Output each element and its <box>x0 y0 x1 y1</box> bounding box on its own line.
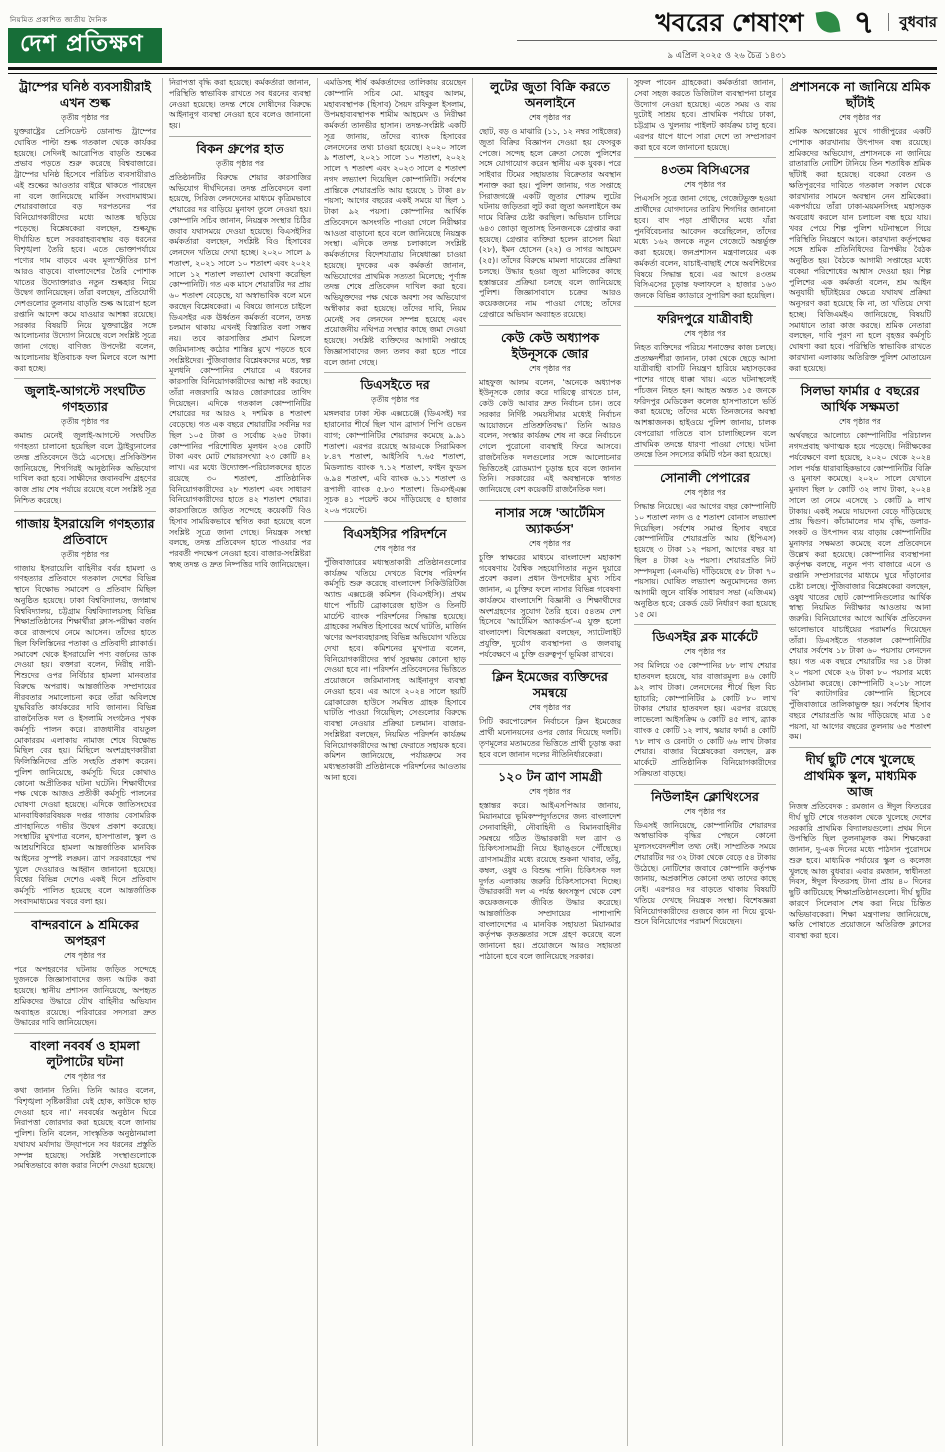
article <box>634 624 776 779</box>
article <box>324 372 466 517</box>
article-headline: বিএসইসির পরিদর্শনে <box>343 525 447 541</box>
article-continuation <box>169 78 311 132</box>
article <box>324 521 466 784</box>
article-body: কমান্ড মেনেই জুলাই-আগস্টে সংঘটিত গণহত্যা চালানো হয়েছিল বলে ট্রাইব্যুনালের তদন্ত প্রতিবেদনে উঠে এসেছে। প্রসিকিউশন জানিয়েছে, শিগগিরই আনুষ্ঠানিক অভিযোগ দাখিল করা হবে। সাক্ষীদের জবানবন্দি গ্রহণের কাজ প্রায় শেষ পর্যায়ে রয়েছে বলে সংশ্লিষ্ট সূত্র নিশ্চিত করেছে। <box>14 431 156 505</box>
article <box>634 157 776 302</box>
masthead-logo: দেশ প্রতিক্ষণ <box>8 28 162 63</box>
article-headline: ডিএসইতে দর <box>360 377 430 393</box>
page-number: ৭ <box>853 3 875 41</box>
continued-from-note: শেষ পৃষ্ঠার পর <box>529 787 571 797</box>
article-body: সব মিলিয়ে ৩৫ কোম্পানির ৮৮ লাখ শেয়ার হাতবদল হয়েছে, যার বাজারমূল্য ৪৬ কোটি ৯২ লাখ টাকা। লেনদেনের শীর্ষে ছিল বিচ হ্যাচারি; কোম্পানিটির ৯ কোটি ৮০ লাখ টাকার শেয়ার হাতবদল হয়। এরপর রয়েছে লাভেলো আইসক্রিম ৬ কোটি ৪৫ লাখ, ব্র্যাক ব্যাংক ৫ কোটি ১২ লাখ, স্কয়ার ফার্মা ৪ কোটি ৭৮ লাখ ও রেনাটা ৩ কোটি ৬৬ লাখ টাকার শেয়ার। বাজার বিশ্লেষকেরা বলছেন, ব্লক মার্কেটে প্রাতিষ্ঠানিক বিনিয়োগকারীদের সক্রিয়তা বাড়ছে। <box>634 661 776 778</box>
article-body: নিজস্ব প্রতিবেদক : রমজান ও ঈদুল ফিতরের দীর্ঘ ছুটি শেষে গতকাল থেকে খুলেছে দেশের সরকারি প্রাথমিক বিদ্যালয়গুলো। প্রথম দিনে উপস্থিতি ছিল তুলনামূলক কম। শিক্ষকেরা জানান, দু-এক দিনের মধ্যে পাঠদান পুরোদমে শুরু হবে। মাধ্যমিক পর্যায়ের স্কুল ও কলেজ খুলছে আজ বুধবার। এবার রমজান, স্বাধীনতা দিবস, ঈদুল ফিতরসহ টানা প্রায় ৪০ দিনের ছুটি কাটিয়েছে শিক্ষাপ্রতিষ্ঠানগুলো। দীর্ঘ ছুটির কারণে সিলেবাস শেষ করা নিয়ে চিন্তিত অভিভাবকেরা। শিক্ষা মন্ত্রণালয় জানিয়েছে, ক্ষতি পোষাতে প্রয়োজনে অতিরিক্ত ক্লাসের ব্যবস্থা করা হবে। <box>789 802 931 940</box>
article-headline: কেউ কেউ অধ্যাপক ইউনূসকে জোর <box>500 329 600 361</box>
article-body: ছোট, বড় ও মাঝারি (১১, ১২ নম্বর সাইজের) জুতা বিক্রির বিজ্ঞাপন দেওয়া হয় ফেসবুক পেজে। সন্দেহ হলে ক্রেতা সেজে পুলিশের সঙ্গে যোগাযোগ করেন স্থানীয় এক যুবক। পরে সাইবার টিমের সহায়তায় বিক্রেতার অবস্থান শনাক্ত করা হয়। পুলিশ জানায়, গত সপ্তাহে সিরাজগঞ্জে একটি জুতার শোরুম লুটের ঘটনায় জড়িতরা লুট করা জুতা অনলাইনে কম দামে বিক্রির চেষ্টা করছিল। অভিযান চালিয়ে ৬৪৩ জোড়া জুতাসহ তিনজনকে গ্রেপ্তার করা হয়েছে। গ্রেপ্তার ব্যক্তিরা হলেন রাসেল মিয়া (২৮), ইমন হোসেন (২২) ও সাগর আহমেদ (২৫)। তাঁদের বিরুদ্ধে মামলা দায়েরের প্রক্রিয়া চলছে। উদ্ধার হওয়া জুতা মালিকের কাছে হস্তান্তরের প্রক্রিয়া চলছে বলে জানিয়েছে পুলিশ। জিজ্ঞাসাবাদে চক্রের আরও কয়েকজনের নাম পাওয়া গেছে; তাঁদের গ্রেপ্তারে অভিযান অব্যাহত রয়েছে। <box>479 127 621 319</box>
article-body: প্রতিষ্ঠানটির বিরুদ্ধে শেয়ার কারসাজির অভিযোগ দীর্ঘদিনের। তদন্ত প্রতিবেদনে বলা হয়েছে, সিরিজ লেনদেনের মাধ্যমে কৃত্রিমভাবে শেয়ারের দর বাড়িয়ে মুনাফা তুলে নেওয়া হয়। কোম্পানি সচিব জানান, নিয়ন্ত্রক সংস্থার চিঠির জবাব যথাসময়ে দেওয়া হয়েছে। বিএসইসির কর্মকর্তারা বলছেন, সংশ্লিষ্ট বিও হিসাবের লেনদেন খতিয়ে দেখা হচ্ছে। ২০২০ সালে ৯ শতাংশ, ২০২১ সালে ১০ শতাংশ এবং ২০২২ সালে ১২ শতাংশ লভ্যাংশ ঘোষণা করেছিল কোম্পানিটি। গত এক মাসে শেয়ারটির দর প্রায় ৬০ শতাংশ বেড়েছে, যা অস্বাভাবিক বলে মনে করছেন বিশ্লেষকেরা। এ বিষয়ে জানতে চাইলে ডিএসইর এক ঊর্ধ্বতন কর্মকর্তা বলেন, তদন্ত চলমান থাকায় এখনই বিস্তারিত বলা সম্ভব নয়। তবে কারসাজির প্রমাণ মিললে জরিমানাসহ কঠোর শাস্তির মুখে পড়তে হবে সংশ্লিষ্টদের। পুঁজিবাজার বিশ্লেষকদের মতে, স্বল্প মূলধনি কোম্পানির শেয়ারে এ ধরনের কারসাজি বিনিয়োগকারীদের আস্থা নষ্ট করছে। তাঁরা নজরদারি আরও জোরদারের তাগিদ দিয়েছেন। এদিকে গতকাল কোম্পানিটির শেয়ারের দর আরও ২ দশমিক ৪ শতাংশ বেড়েছে। গত এক বছরে শেয়ারটির সর্বনিম্ন দর ছিল ১০৫ টাকা ও সর্বোচ্চ ২৬৫ টাকা। কোম্পানির পরিশোধিত মূলধন ২৩৪ কোটি টাকা এবং মোট শেয়ারসংখ্যা ২৩ কোটি ৪২ লাখ। এর মধ্যে উদ্যোক্তা-পরিচালকদের হাতে রয়েছে ৩০ শতাংশ, প্রাতিষ্ঠানিক বিনিয়োগকারীদের ২৮ শতাংশ এবং সাধারণ বিনিয়োগকারীদের হাতে ৪২ শতাংশ শেয়ার। কারসাজিতে জড়িত সন্দেহে কয়েকটি বিও হিসাব সাময়িকভাবে স্থগিত করা হয়েছে বলে সংশ্লিষ্ট সূত্রে জানা গেছে। নিয়ন্ত্রক সংস্থা বলছে, তদন্ত প্রতিবেদন হাতে পাওয়ার পর পরবর্তী পদক্ষেপ নেওয়া হবে। বাজার-সংশ্লিষ্টরা স্বচ্ছ তদন্ত ও দ্রুত নিষ্পত্তির দাবি জানিয়েছেন। <box>169 172 311 569</box>
continued-from-note: শেষ পৃষ্ঠার পর <box>839 113 881 122</box>
continued-from-note: শেষ পৃষ্ঠার পর <box>684 328 726 338</box>
masthead-block <box>8 14 162 63</box>
continued-from-note: তৃতীয় পৃষ্ঠার পর <box>60 417 110 427</box>
continued-from-note: শেষ পৃষ্ঠার পর <box>529 363 571 373</box>
date-wrap <box>517 40 937 63</box>
article-body: হস্তান্তর করে। আইএসপিআর জানায়, মিয়ানমারে ভূমিকম্পদুর্গতদের জন্য বাংলাদেশ সেনাবাহিনী, নৌবাহিনী ও বিমানবাহিনীর সমন্বয়ে গঠিত উদ্ধারকারী দল ত্রাণ ও চিকিৎসাসামগ্রী নিয়ে ইয়াঙ্গুনে পৌঁছেছে। ত্রাণসামগ্রীর মধ্যে রয়েছে শুকনা খাবার, তাঁবু, কম্বল, ওষুধ ও বিশুদ্ধ পানি। চিকিৎসক দল দুর্গত এলাকায় জরুরি চিকিৎসাসেবা দিচ্ছে। উদ্ধারকারী দল এ পর্যন্ত ধ্বংসস্তূপ থেকে বেশ কয়েকজনকে জীবিত উদ্ধার করেছে। আন্তর্জাতিক সম্প্রদায়ের পাশাপাশি বাংলাদেশের এ মানবিক সহায়তা মিয়ানমার কর্তৃপক্ষ কৃতজ্ঞতার সঙ্গে গ্রহণ করেছে বলে জানানো হয়। প্রয়োজনে আরও সহায়তা পাঠানো হবে বলে জানিয়েছে সরকার। <box>479 801 621 961</box>
article-body: সুফল পাবেন গ্রাহকেরা। কর্মকর্তারা জানান, সেবা সহজ করতে ডিজিটাল ব্যবস্থাপনা চালুর উদ্যোগ নেওয়া হয়েছে। এতে সময় ও ব্যয় দুটোই সাশ্রয় হবে। প্রাথমিক পর্যায়ে ঢাকা, চট্টগ্রাম ও খুলনায় পাইলট কার্যক্রম চালু হবে। এরপর ধাপে ধাপে সারা দেশে তা সম্প্রসারণ করা হবে বলে জানানো হয়েছে। <box>634 78 776 152</box>
article-headline: প্রশাসনকে না জানিয়ে শ্রমিক ছাঁটাই <box>789 79 931 110</box>
article <box>634 465 776 620</box>
continued-from-note: শেষ পৃষ্ঠার পর <box>529 538 571 548</box>
article <box>634 306 776 461</box>
leaf-icon <box>816 10 841 35</box>
newspaper-tagline: নিয়মিত প্রকাশিত জাতীয় দৈনিক <box>10 16 108 24</box>
news-columns <box>8 78 937 1446</box>
news-column-4 <box>473 78 628 1446</box>
article-headline: নাসার সঙ্গে 'আর্টেমিস অ্যাকর্ডস' <box>495 504 605 536</box>
continued-from-note: শেষ পৃষ্ঠার পর <box>529 703 571 713</box>
article-headline: লুটের জুতা বিক্রি করতে অনলাইনে <box>490 79 610 110</box>
continued-from-note: শেষ পৃষ্ঠার পর <box>684 806 726 816</box>
news-column-6 <box>783 78 937 1446</box>
news-column-5 <box>628 78 783 1446</box>
news-column-3 <box>318 78 473 1446</box>
header-right <box>517 3 937 63</box>
article-headline: নিউলাইন ক্লোথিংসের <box>651 788 759 804</box>
continued-from-note: শেষ পৃষ্ঠার পর <box>64 950 106 960</box>
continued-from-note: শেষ পৃষ্ঠার পর <box>839 417 881 427</box>
article <box>14 912 156 1030</box>
article <box>14 79 156 374</box>
article <box>479 764 621 962</box>
article <box>14 378 156 506</box>
article-body: পুঁজিবাজারের মধ্যস্থতাকারী প্রতিষ্ঠানগুলোর কার্যক্রম খতিয়ে দেখতে বিশেষ পরিদর্শন কর্মসূচি শুরু করেছে বাংলাদেশ সিকিউরিটিজ অ্যান্ড এক্সচেঞ্জ কমিশন (বিএসইসি)। প্রথম ধাপে পাঁচটি ব্রোকারেজ হাউস ও তিনটি মার্চেন্ট ব্যাংক পরিদর্শনের সিদ্ধান্ত হয়েছে। গ্রাহকের সমন্বিত হিসাবের অর্থে ঘাটতি, মার্জিন ঋণের অপব্যবহারসহ বিভিন্ন অভিযোগ খতিয়ে দেখা হবে। কমিশনের মুখপাত্র বলেন, বিনিয়োগকারীদের স্বার্থ সুরক্ষায় কোনো ছাড় দেওয়া হবে না। পরিদর্শন প্রতিবেদনের ভিত্তিতে প্রয়োজনে জরিমানাসহ আইনানুগ ব্যবস্থা নেওয়া হবে। এর আগে ২০২৪ সালে ছয়টি ব্রোকারেজ হাউসে সমন্বিত গ্রাহক হিসাবে ঘাটতি পাওয়া গিয়েছিল; সেগুলোর বিরুদ্ধে ব্যবস্থা নেওয়ার প্রক্রিয়া চলমান। বাজার-সংশ্লিষ্টরা বলছেন, নিয়মিত পরিদর্শন কার্যক্রম বিনিয়োগকারীদের আস্থা ফেরাতে সহায়ক হবে। কমিশন জানিয়েছে, পর্যায়ক্রমে সব মধ্যস্থতাকারী প্রতিষ্ঠানকে পরিদর্শনের আওতায় আনা হবে। <box>324 557 466 782</box>
article-headline: দীর্ঘ ছুটি শেষে খুলেছে প্রাথমিক স্কুল, মাধ্যমিক আজ <box>803 752 917 799</box>
page-header <box>8 3 937 63</box>
article-headline: ক্লিন ইমেজের ব্যক্তিদের সমন্বয়ে <box>492 669 608 701</box>
article-headline: ডিএসইর ব্লক মার্কেটে <box>652 629 758 645</box>
article <box>789 747 931 942</box>
article-body: মাহফুজ আলম বলেন, 'অনেকে অধ্যাপক ইউনূসকে জোর করে দায়িত্বে রাখতে চান, কেউ কেউ আবার দ্রুত নির্বাচন চান। তবে সরকার নির্দিষ্ট সময়সীমার মধ্যেই নির্বাচন আয়োজনে প্রতিশ্রুতিবদ্ধ।' তিনি আরও বলেন, সংস্কার কার্যক্রম শেষ না করে নির্বাচনে গেলে পুরোনো ব্যবস্থাই ফিরে আসবে। রাজনৈতিক দলগুলোর সঙ্গে আলোচনার ভিত্তিতেই রোডম্যাপ চূড়ান্ত হবে বলে জানান তিনি। সরকারের এই অবস্থানকে স্বাগত জানিয়েছে বেশ কয়েকটি রাজনৈতিক দল। <box>479 377 621 494</box>
article-body: চুক্তি স্বাক্ষরের মাধ্যমে বাংলাদেশ মহাকাশ গবেষণায় বৈশ্বিক সহযোগিতার নতুন দুয়ারে প্রবেশ করল। প্রধান উপদেষ্টার মুখ্য সচিব জানান, এ চুক্তির ফলে নাসার বিভিন্ন গবেষণা কার্যক্রমে বাংলাদেশি বিজ্ঞানী ও শিক্ষার্থীদের অংশগ্রহণের সুযোগ তৈরি হবে। ৫৪তম দেশ হিসেবে 'আর্টেমিস অ্যাকর্ডস'-এ যুক্ত হলো বাংলাদেশ। বিশেষজ্ঞরা বলছেন, স্যাটেলাইট প্রযুক্তি, দুর্যোগ ব্যবস্থাপনা ও জলবায়ু পর্যবেক্ষণে এ চুক্তি গুরুত্বপূর্ণ ভূমিকা রাখবে। <box>479 552 621 659</box>
article-body: মঙ্গলবার ঢাকা স্টক এক্সচেঞ্জে (ডিএসই) দর হারানোর শীর্ষে ছিল খান ব্রাদার্স পিপি ওভেন ব্যাগ; কোম্পানিটির শেয়ারদর কমেছে ৯.৯১ শতাংশ। এরপর রয়েছে আরএকে সিরামিকস ৮.৪৭ শতাংশ, আইসিবি ৭.৬৫ শতাংশ, মিডল্যান্ড ব্যাংক ৭.১২ শতাংশ, ফাইন ফুডস ৬.৯৪ শতাংশ, এবি ব্যাংক ৬.১১ শতাংশ ও রূপালী ব্যাংক ৫.৮৩ শতাংশ। ডিএসইএক্স সূচক ৪১ পয়েন্ট কমে দাঁড়িয়েছে ৫ হাজার ২০৬ পয়েন্টে। <box>324 409 466 515</box>
article-headline: ফরিদপুরে যাত্রীবাহী <box>657 310 753 326</box>
article-body: অর্থবছরে আলোচ্য কোম্পানিটির পরিচালন নগদপ্রবাহ ঋণাত্মক হয়ে পড়েছে। নিরীক্ষকের পর্যবেক্ষণে বলা হয়েছে, ২০২০ থেকে ২০২৪ সাল পর্যন্ত ধারাবাহিকভাবে কোম্পানিটির বিক্রি ও মুনাফা কমেছে। ২০২০ সালে যেখানে মুনাফা ছিল ৮ কোটি ৩২ লাখ টাকা, ২০২৪ সালে তা নেমে এসেছে ১ কোটি ৯ লাখ টাকায়। একই সময়ে দায়দেনা বেড়ে দাঁড়িয়েছে প্রায় দ্বিগুণ। কাঁচামালের দাম বৃদ্ধি, ডলার-সংকট ও উৎপাদন ব্যয় বাড়ায় কোম্পানিটির মুনাফার সক্ষমতা কমেছে বলে প্রতিবেদনে উল্লেখ করা হয়েছে। কোম্পানির ব্যবস্থাপনা কর্তৃপক্ষ বলছে, নতুন পণ্য বাজারে এনে ও রপ্তানি সম্প্রসারণের মাধ্যমে ঘুরে দাঁড়ানোর চেষ্টা চলছে। পুঁজিবাজার বিশ্লেষকেরা বলছেন, ওষুধ খাতের ছোট কোম্পানিগুলোর আর্থিক স্বাস্থ্য নিয়মিত নিরীক্ষার আওতায় আনা জরুরি। বিনিয়োগের আগে আর্থিক প্রতিবেদন ভালোভাবে যাচাইয়ের পরামর্শও দিয়েছেন তাঁরা। ডিএসইতে গতকাল কোম্পানিটির শেয়ার সর্বশেষ ১৮ টাকা ৬০ পয়সায় লেনদেন হয়। গত এক বছরে শেয়ারটির দর ১৪ টাকা ২০ পয়সা থেকে ২৬ টাকা ৮০ পয়সার মধ্যে ওঠানামা করেছে। কোম্পানিটি ২০১৮ সালে 'বি' ক্যাটাগরির কোম্পানি হিসেবে পুঁজিবাজারে তালিকাভুক্ত হয়। সর্বশেষ হিসাব বছরে শেয়ারপ্রতি আয় দাঁড়িয়েছে মাত্র ১৫ পয়সা, যা আগের বছরের তুলনায় ৬৫ শতাংশ কম। <box>789 431 931 742</box>
article <box>789 79 931 374</box>
article <box>14 511 156 908</box>
continued-from-note: শেষ পৃষ্ঠার পর <box>64 1072 106 1081</box>
article-body: পরে অপহরণের ঘটনায় জড়িত সন্দেহে দুজনকে জিজ্ঞাসাবাদের জন্য আটক করা হয়েছে। স্থানীয় প্রশাসন জানিয়েছে, অপহৃত শ্রমিকদের উদ্ধারে যৌথ বাহিনীর অভিযান অব্যাহত রয়েছে। পরিবারের সদস্যরা দ্রুত উদ্ধারের দাবি জানিয়েছেন। <box>14 964 156 1028</box>
article <box>789 378 931 743</box>
continued-from-note: তৃতীয় পৃষ্ঠার পর <box>60 113 110 122</box>
article-body: নিহত ব্যক্তিদের পরিচয় শনাক্তের কাজ চলছে। প্রত্যক্ষদর্শীরা জানান, ঢাকা থেকে ছেড়ে আসা যাত্রীবাহী বাসটি নিয়ন্ত্রণ হারিয়ে মহাসড়কের পাশের গাছে ধাক্কা খায়। এতে ঘটনাস্থলেই পাঁচজন নিহত হন। আহত অন্তত ১৫ জনকে ফরিদপুর মেডিকেল কলেজ হাসপাতালে ভর্তি করা হয়েছে; তাঁদের মধ্যে তিনজনের অবস্থা আশঙ্কাজনক। হাইওয়ে পুলিশ জানায়, চালক বেপরোয়া গতিতে বাস চালাচ্ছিলেন বলে প্রাথমিক তদন্তে ধারণা পাওয়া গেছে। ঘটনা তদন্তে তিন সদস্যের কমিটি গঠন করা হয়েছে। <box>634 342 776 460</box>
article-headline: ৪৩তম বিসিএসের <box>660 162 750 178</box>
continued-from-note: শেষ পৃষ্ঠার পর <box>529 113 571 122</box>
continued-from-note: শেষ পৃষ্ঠার পর <box>684 488 726 497</box>
date-line: ৯ এপ্রিল ২০২৫ ও ২৬ চৈত্র ১৪৩১ <box>667 51 787 61</box>
article <box>479 664 621 760</box>
article-body: কথা জানান তিনি। তিনি আরও বলেন, 'বিশৃঙ্খলা সৃষ্টিকারীরা যেই হোক, কাউকে ছাড় দেওয়া হবে না।' নববর্ষের অনুষ্ঠান ঘিরে নিরাপত্তা জোরদার করা হয়েছে বলে জানায় পুলিশ। তিনি বলেন, সাংস্কৃতিক অনুষ্ঠানমালা যথাযথ মর্যাদায় উদ্‌যাপনে সব ধরনের প্রস্তুতি সম্পন্ন হয়েছে। সংশ্লিষ্ট সংস্থাগুলোকে সমন্বিতভাবে কাজ করার নির্দেশ দেওয়া হয়েছে। <box>14 1086 156 1171</box>
article-headline: ট্রাম্পের ঘনিষ্ঠ ব্যবসায়ীরাই এখন শুল্ক <box>19 79 151 110</box>
section-title: খবরের শেষাংশ <box>655 7 804 37</box>
continued-from-note: তৃতীয় পৃষ্ঠার পর <box>60 549 110 559</box>
article-headline: বান্দরবানে ৯ শ্রমিকের অপহরণ <box>31 916 139 948</box>
article-headline: বিকন গ্রুপের হাত <box>196 140 284 156</box>
article-body: সিদ্ধান্ত নিয়েছে। এর আগের বছর কোম্পানিটি ১০ শতাংশ নগদ ও ৫ শতাংশ বোনাস লভ্যাংশ দিয়েছিল। সর্বশেষ সমাপ্ত হিসাব বছরে কোম্পানিটির শেয়ারপ্রতি আয় (ইপিএস) হয়েছে ৩ টাকা ১২ পয়সা, আগের বছর যা ছিল ৪ টাকা ২৬ পয়সা। শেয়ারপ্রতি নিট সম্পদমূল্য (এনএভি) দাঁড়িয়েছে ৫৮ টাকা ৭০ পয়সায়। ঘোষিত লভ্যাংশ অনুমোদনের জন্য আগামী জুনে বার্ষিক সাধারণ সভা (এজিএম) অনুষ্ঠিত হবে; রেকর্ড ডেট নির্ধারণ করা হয়েছে ১৫ মে। <box>634 502 776 619</box>
article-headline: সোনালী পেপারের <box>660 470 750 485</box>
article-headline: গাজায় ইসরায়েলি গণহত্যার প্রতিবাদে <box>15 515 155 547</box>
continued-from-note: তৃতীয় পৃষ্ঠার পর <box>215 158 265 168</box>
continued-from-note: তৃতীয় পৃষ্ঠার পর <box>370 395 420 405</box>
article-headline: বাংলা নববর্ষ ও হামলা লুটপাটের ঘটনা <box>30 1038 140 1069</box>
article-body: নিরাপত্তা বৃদ্ধি করা হয়েছে। কর্মকর্তারা জানান, পরিস্থিতি স্বাভাবিক রাখতে সব ধরনের ব্যবস্থা নেওয়া হয়েছে। তদন্ত শেষে দোষীদের বিরুদ্ধে আইনানুগ ব্যবস্থা নেওয়া হবে বলেও জানানো হয়। <box>169 78 311 130</box>
article-continuation <box>324 78 466 368</box>
article-body: সিটি করপোরেশন নির্বাচনে ক্লিন ইমেজের প্রার্থী মনোনয়নের ওপর জোর দিয়েছে দলটি। তৃণমূলের মতামতের ভিত্তিতে প্রার্থী চূড়ান্ত করা হবে বলে জানান দলের নীতিনির্ধারকেরা। <box>479 717 621 759</box>
article-body: পিএসসি সূত্রে জানা গেছে, গেজেটভুক্ত হওয়া প্রার্থীদের যোগদানের তারিখ শিগগির জানানো হবে। বাদ পড়া প্রার্থীদের মধ্যে যাঁরা পুনর্বিবেচনার আবেদন করেছিলেন, তাঁদের মধ্যে ১৬২ জনকে নতুন গেজেটে অন্তর্ভুক্ত করা হয়েছে। জনপ্রশাসন মন্ত্রণালয়ের এক কর্মকর্তা বলেন, যাচাই-বাছাই শেষে অবশিষ্টদের বিষয়ে সিদ্ধান্ত হবে। এর আগে ৪৩তম বিসিএসের চূড়ান্ত ফলাফলে ২ হাজার ১৬৩ জনকে বিভিন্ন ক্যাডারে সুপারিশ করা হয়েছিল। <box>634 194 776 300</box>
news-column-1 <box>8 78 163 1446</box>
article <box>479 500 621 661</box>
article <box>479 79 621 321</box>
continued-from-note: শেষ পৃষ্ঠার পর <box>684 180 726 190</box>
article-body: ডিএসই জানিয়েছে, কোম্পানিটির শেয়ারদর অস্বাভাবিক বৃদ্ধির পেছনে কোনো মূল্যসংবেদনশীল তথ্য নেই। সাম্প্রতিক সময়ে শেয়ারটির দর ৩২ টাকা থেকে বেড়ে ৫৪ টাকায় উঠেছে। নোটিশের জবাবে কোম্পানি কর্তৃপক্ষ জানায়, অপ্রকাশিত কোনো তথ্য তাদের কাছে নেই। এরপরও দর বাড়তে থাকায় বিষয়টি খতিয়ে দেখছে নিয়ন্ত্রক সংস্থা। বিশেষজ্ঞরা বিনিয়োগকারীদের গুজবে কান না দিয়ে বুঝে-শুনে বিনিয়োগের পরামর্শ দিয়েছেন। <box>634 820 776 927</box>
continued-from-note: শেষ পৃষ্ঠার পর <box>374 543 416 553</box>
article <box>634 784 776 929</box>
header-right-top <box>517 3 937 41</box>
day-label: বুধবার <box>888 13 937 31</box>
article-headline: জুলাই-আগস্টে সংঘটিত গণহত্যার <box>24 383 146 415</box>
news-column-2 <box>163 78 318 1446</box>
article-body: যুক্তরাষ্ট্রের প্রেসিডেন্ট ডোনাল্ড ট্রাম্পের ঘোষিত পাল্টা শুল্ক গতকাল থেকে কার্যকর হয়েছে। সেদিনই আরোপিত বাড়তি শুল্কের প্রভাব পড়তে শুরু করেছে বিশ্ববাজারে। ট্রাম্পের ঘনিষ্ঠ হিসেবে পরিচিত ব্যবসায়ীরাও এই শুল্কের আওতার বাইরে থাকতে পারছেন না বলে জানিয়েছে মার্কিন সংবাদমাধ্যম। শেয়ারবাজারে বড় দরপতনের পর বিনিয়োগকারীদের মধ্যে আতঙ্ক ছড়িয়ে পড়েছে। বিশ্লেষকেরা বলছেন, শুল্কযুদ্ধ দীর্ঘায়িত হলে সরবরাহব্যবস্থায় বড় ধরনের বিশৃঙ্খলা তৈরি হবে। এতে ভোক্তাপর্যায়ে পণ্যের দাম বাড়বে এবং মূল্যস্ফীতির চাপ আরও বাড়বে। বাংলাদেশের তৈরি পোশাক খাতের উদ্যোক্তারাও নতুন শুল্কহার নিয়ে উদ্বেগ জানিয়েছেন। তাঁরা বলছেন, প্রতিযোগী দেশগুলোর তুলনায় বাড়তি শুল্ক আরোপ হলে রপ্তানি আদেশ কমে যাওয়ার আশঙ্কা রয়েছে। সরকার বিষয়টি নিয়ে যুক্তরাষ্ট্রের সঙ্গে আলোচনার উদ্যোগ নিয়েছে বলে সংশ্লিষ্ট সূত্রে জানা গেছে। বাণিজ্য উপদেষ্টা বলেন, আলোচনায় ইতিবাচক ফল মিলবে বলে আশা করা হচ্ছে। <box>14 127 156 373</box>
article-body: শ্রমিক অসন্তোষের মুখে গাজীপুরের একটি পোশাক কারখানায় উৎপাদন বন্ধ রয়েছে। শ্রমিকদের অভিযোগ, প্রশাসনকে না জানিয়ে রাতারাতি নোটিশ টানিয়ে তিন শতাধিক শ্রমিক ছাঁটাই করা হয়েছে। বকেয়া বেতন ও ক্ষতিপূরণের দাবিতে গতকাল সকাল থেকে কারখানার সামনে অবস্থান নেন শ্রমিকেরা। একপর্যায়ে তাঁরা ঢাকা-ময়মনসিংহ মহাসড়ক অবরোধ করলে যান চলাচল বন্ধ হয়ে যায়। খবর পেয়ে শিল্প পুলিশ ঘটনাস্থলে গিয়ে পরিস্থিতি নিয়ন্ত্রণে আনে। কারখানা কর্তৃপক্ষের সঙ্গে শ্রমিক প্রতিনিধিদের ত্রিপক্ষীয় বৈঠক অনুষ্ঠিত হয়। বৈঠকে আগামী সপ্তাহের মধ্যে বকেয়া পরিশোধের আশ্বাস দেওয়া হয়। শিল্প পুলিশের এক কর্মকর্তা বলেন, শ্রম আইন অনুযায়ী ছাঁটাইয়ের ক্ষেত্রে যথাযথ প্রক্রিয়া অনুসরণ করা হয়েছে কি না, তা খতিয়ে দেখা হচ্ছে। বিজিএমইএ জানিয়েছে, বিষয়টি সমাধানে তারা কাজ করছে। শ্রমিক নেতারা বলছেন, দাবি পূরণ না হলে বৃহত্তর কর্মসূচি ঘোষণা করা হবে। পরিস্থিতি স্বাভাবিক রাখতে কারখানা এলাকায় অতিরিক্ত পুলিশ মোতায়েন করা হয়েছে। <box>789 127 931 373</box>
article-headline: ১২০ টন ত্রাণ সামগ্রী <box>498 769 602 785</box>
article-body: গাজায় ইসরায়েলি বাহিনীর বর্বর হামলা ও গণহত্যার প্রতিবাদে গতকাল দেশের বিভিন্ন স্থানে বিক্ষোভ সমাবেশ ও প্রতিবাদ মিছিল অনুষ্ঠিত হয়েছে। ঢাকা বিশ্ববিদ্যালয়, জগন্নাথ বিশ্ববিদ্যালয়, চট্টগ্রাম বিশ্ববিদ্যালয়সহ বিভিন্ন শিক্ষাপ্রতিষ্ঠানের শিক্ষার্থীরা ক্লাস-পরীক্ষা বর্জন করে রাজপথে নেমে আসেন। তাঁদের হাতে ছিল ফিলিস্তিনের পতাকা ও প্রতিবাদী প্ল্যাকার্ড। সমাবেশ থেকে ইসরায়েলি পণ্য বর্জনের ডাক দেওয়া হয়। বক্তারা বলেন, নিরীহ নারী-শিশুদের ওপর নির্বিচার হামলা মানবতার বিরুদ্ধে অপরাধ। আন্তর্জাতিক সম্প্রদায়ের নীরবতার সমালোচনা করে তাঁরা অবিলম্বে যুদ্ধবিরতি কার্যকরের দাবি জানান। বিভিন্ন রাজনৈতিক দল ও ইসলামি সংগঠনও পৃথক কর্মসূচি পালন করে। রাজধানীর বায়তুল মোকাররম এলাকায় নামাজ শেষে বিক্ষোভ মিছিল বের হয়। মিছিলে অংশগ্রহণকারীরা ফিলিস্তিনিদের প্রতি সংহতি প্রকাশ করেন। পুলিশ জানিয়েছে, কর্মসূচি ঘিরে কোথাও কোনো অপ্রীতিকর ঘটনা ঘটেনি। শিক্ষার্থীদের পক্ষ থেকে আজও প্রতীকী কর্মসূচি পালনের ঘোষণা দেওয়া হয়েছে। এদিকে জাতিসংঘের মানবাধিকারবিষয়ক দপ্তর গাজায় বেসামরিক প্রাণহানিতে গভীর উদ্বেগ প্রকাশ করেছে। সংস্থাটির মুখপাত্র বলেন, হাসপাতাল, স্কুল ও আশ্রয়শিবিরে হামলা আন্তর্জাতিক মানবিক আইনের সুস্পষ্ট লঙ্ঘন। ত্রাণ সরবরাহের পথ খুলে দেওয়ারও আহ্বান জানানো হয়েছে। বিশ্বের বিভিন্ন দেশেও একই দিনে প্রতিবাদ কর্মসূচি পালিত হয়েছে বলে আন্তর্জাতিক সংবাদমাধ্যমের খবরে বলা হয়। <box>14 563 156 906</box>
article <box>479 325 621 496</box>
article <box>14 1033 156 1172</box>
article-headline: সিলভা ফার্মার ৫ বছরের আর্থিক সক্ষমতা <box>800 383 920 415</box>
article-continuation <box>634 78 776 153</box>
article-body: এমডিসহ শীর্ষ কর্মকর্তাদের তালিকায় রয়েছেন কোম্পানি সচিব মো. মাহবুব আলম, মহাব্যবস্থাপক (হিসাব) সৈয়দ রফিকুল ইসলাম, উপমহাব্যবস্থাপক শামীম আহমেদ ও নিরীক্ষা কর্মকর্তা তানভীর হাসান। তদন্ত-সংশ্লিষ্ট একটি সূত্র জানায়, তাঁদের ব্যাংক হিসাবের লেনদেনের তথ্য চাওয়া হয়েছে। ২০২০ সালে ৯ শতাংশ, ২০২১ সালে ১০ শতাংশ, ২০২২ সালে ৭ শতাংশ এবং ২০২৩ সালে ৫ শতাংশ নগদ লভ্যাংশ দিয়েছিল কোম্পানিটি। সর্বশেষ প্রান্তিকে শেয়ারপ্রতি আয় হয়েছে ১ টাকা ৪৮ পয়সা; আগের বছরের একই সময়ে যা ছিল ১ টাকা ৯২ পয়সা। কোম্পানির আর্থিক প্রতিবেদনে অসংগতি পাওয়া গেলে নিরীক্ষার আওতা বাড়ানো হবে বলে জানিয়েছে নিয়ন্ত্রক সংস্থা। এদিকে তদন্ত চলাকালে সংশ্লিষ্ট কর্মকর্তাদের বিদেশযাত্রায় নিষেধাজ্ঞা চাওয়া হয়েছে। দুদকের এক কর্মকর্তা জানান, অভিযোগের প্রাথমিক সত্যতা মিলেছে; পূর্ণাঙ্গ তদন্ত শেষে প্রতিবেদন দাখিল করা হবে। অভিযুক্তদের পক্ষ থেকে অবশ্য সব অভিযোগ অস্বীকার করা হয়েছে। তাঁদের দাবি, নিয়ম মেনেই সব লেনদেন সম্পন্ন হয়েছে এবং প্রয়োজনীয় নথিপত্র সংস্থার কাছে জমা দেওয়া হয়েছে। সংশ্লিষ্ট ব্যক্তিদের আগামী সপ্তাহে জিজ্ঞাসাবাদের জন্য তলব করা হতে পারে বলে জানা গেছে। <box>324 78 466 367</box>
header-divider <box>8 67 937 74</box>
continued-from-note: শেষ পৃষ্ঠার পর <box>684 647 726 657</box>
article <box>169 136 311 571</box>
